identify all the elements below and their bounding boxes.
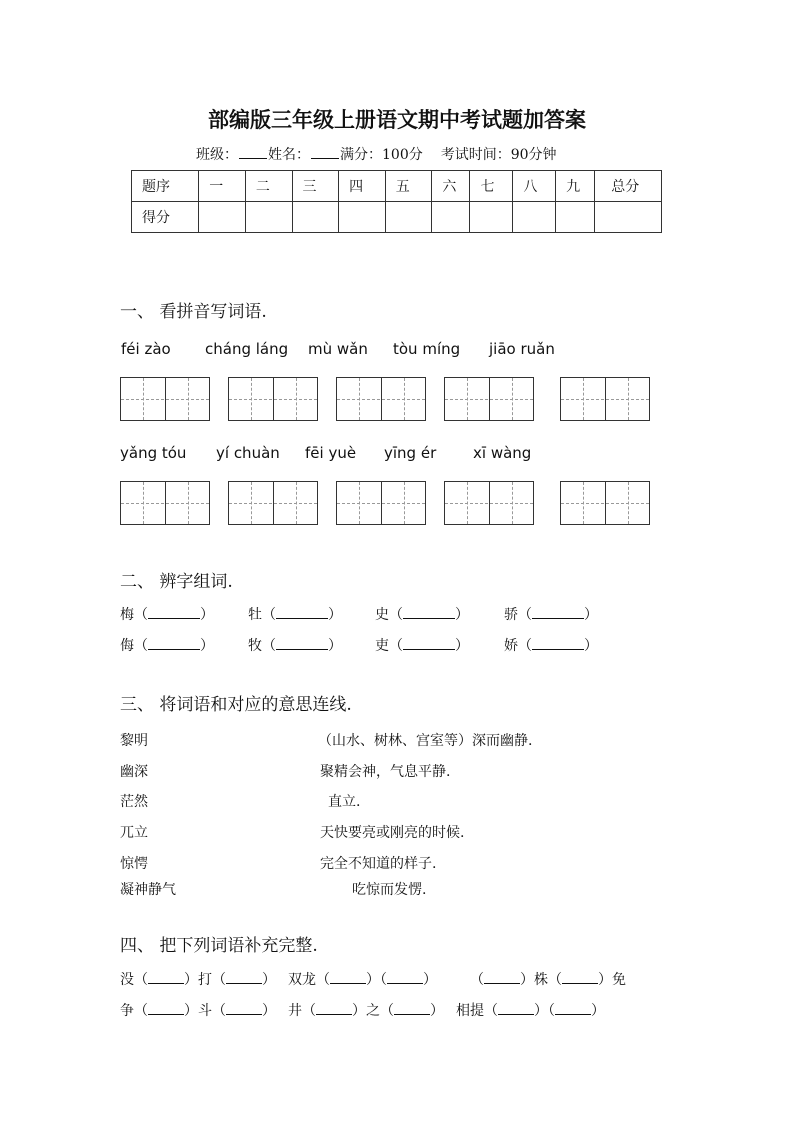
answer-blank[interactable] (276, 637, 328, 650)
score-cell[interactable] (595, 202, 662, 233)
pinyin-6: yǎng tóu (120, 444, 187, 462)
char: 侮 (120, 638, 134, 654)
writing-box[interactable] (560, 481, 650, 525)
match-meaning[interactable]: 直立. (328, 794, 361, 810)
idiom-char: 斗 (198, 1003, 212, 1019)
match-meaning[interactable]: （山水、树林、宫室等）深而幽静. (318, 733, 533, 749)
header-cell: 五 (385, 171, 432, 202)
score-cell[interactable] (292, 202, 339, 233)
match-meaning[interactable]: 吃惊而发愣. (352, 882, 427, 898)
char: 吏 (375, 638, 389, 654)
score-cell[interactable] (385, 202, 432, 233)
pinyin-2: cháng láng (205, 340, 289, 358)
char-word-item: 骄（ ） (504, 607, 598, 623)
char: 娇 (504, 638, 518, 654)
idiom-blank[interactable] (148, 1002, 184, 1015)
score-cell[interactable] (470, 202, 513, 233)
pinyin-9: yīng ér (384, 444, 437, 462)
idiom-char: 株 (534, 972, 548, 988)
idiom-char: 免 (612, 972, 626, 988)
idiom-blank[interactable] (498, 1002, 534, 1015)
match-word[interactable]: 茫然 (120, 794, 148, 810)
section3-title: 三、 将词语和对应的意思连线. (120, 695, 352, 715)
score-cell[interactable] (556, 202, 595, 233)
idiom-blank[interactable] (148, 971, 184, 984)
char-word-item: 吏（ ） (375, 638, 469, 654)
writing-box[interactable] (336, 377, 426, 421)
char: 牡 (248, 607, 262, 623)
writing-box[interactable] (120, 377, 210, 421)
header-cell: 总分 (595, 171, 662, 202)
class-label: 班级： (196, 147, 238, 163)
char: 梅 (120, 607, 134, 623)
writing-box[interactable] (120, 481, 210, 525)
name-blank[interactable] (311, 146, 339, 159)
section1-title: 一、 看拼音写词语. (120, 302, 267, 322)
header-cell: 九 (556, 171, 595, 202)
pinyin-10: xī wàng (473, 444, 532, 462)
writing-box[interactable] (444, 481, 534, 525)
answer-blank[interactable] (148, 637, 200, 650)
writing-box[interactable] (444, 377, 534, 421)
idiom-item: 双龙（ ）（ ） (288, 972, 437, 988)
idiom-blank[interactable] (226, 971, 262, 984)
pinyin-5: jiāo ruǎn (489, 340, 555, 358)
idiom-item: 没（ ）打（ ） (120, 972, 276, 988)
pinyin-7: yí chuàn (216, 444, 280, 462)
score-cell[interactable] (432, 202, 470, 233)
class-blank[interactable] (239, 146, 267, 159)
exam-time: 考试时间：90分钟 (440, 147, 557, 163)
header-cell: 三 (292, 171, 339, 202)
idiom-blank[interactable] (226, 1002, 262, 1015)
idiom-char: 井 (288, 1003, 302, 1019)
header-cell: 七 (470, 171, 513, 202)
idiom-blank[interactable] (484, 971, 520, 984)
idiom-item: （ ）株（ ）免 (470, 972, 626, 988)
page-title: 部编版三年级上册语文期中考试题加答案 (208, 107, 586, 132)
char-word-item: 史（ ） (375, 607, 469, 623)
header-cell: 题序 (132, 171, 199, 202)
idiom-blank[interactable] (330, 971, 366, 984)
match-word[interactable]: 幽深 (120, 764, 148, 780)
idiom-blank[interactable] (387, 971, 423, 984)
score-row (132, 202, 662, 233)
idiom-blank[interactable] (562, 971, 598, 984)
idiom-char: 相提 (456, 1003, 484, 1019)
score-cell[interactable] (513, 202, 556, 233)
idiom-char: 双龙 (288, 972, 316, 988)
answer-blank[interactable] (532, 637, 584, 650)
header-cell: 二 (245, 171, 292, 202)
idiom-char: 没 (120, 972, 134, 988)
idiom-blank[interactable] (555, 1002, 591, 1015)
score-cell[interactable] (339, 202, 386, 233)
score-header-row (132, 171, 662, 202)
char: 骄 (504, 607, 518, 623)
match-meaning[interactable]: 完全不知道的样子. (320, 856, 437, 872)
char-word-item: 侮（ ） (120, 638, 214, 654)
char: 史 (375, 607, 389, 623)
idiom-blank[interactable] (316, 1002, 352, 1015)
char: 牧 (248, 638, 262, 654)
match-word[interactable]: 凝神静气 (120, 882, 176, 898)
idiom-char: 之 (366, 1003, 380, 1019)
idiom-char: 争 (120, 1003, 134, 1019)
writing-box[interactable] (228, 377, 318, 421)
idiom-item: 相提（ ）（ ） (456, 1003, 605, 1019)
char-word-item: 牧（ ） (248, 638, 342, 654)
info-line (196, 144, 557, 164)
char-word-item: 牡（ ） (248, 607, 342, 623)
header-cell: 一 (199, 171, 246, 202)
score-cell[interactable] (199, 202, 246, 233)
match-meaning[interactable]: 聚精会神，气息平静. (320, 764, 451, 780)
idiom-item: 争（ ）斗（ ） (120, 1003, 276, 1019)
header-cell: 四 (339, 171, 386, 202)
char-word-item: 梅（ ） (120, 607, 214, 623)
answer-blank[interactable] (148, 606, 200, 619)
score-table (131, 170, 662, 233)
match-word[interactable]: 兀立 (120, 825, 148, 841)
answer-blank[interactable] (403, 637, 455, 650)
answer-blank[interactable] (276, 606, 328, 619)
idiom-item: 井（ ）之（ ） (288, 1003, 444, 1019)
header-cell: 六 (432, 171, 470, 202)
idiom-char: 打 (198, 972, 212, 988)
pinyin-8: fēi yuè (305, 444, 357, 462)
full-score: 满分：100分 (340, 147, 423, 163)
header-cell: 八 (513, 171, 556, 202)
name-label: 姓名： (268, 147, 310, 163)
answer-blank[interactable] (403, 606, 455, 619)
pinyin-1: féi zào (121, 340, 171, 358)
pinyin-4: tòu míng (393, 340, 461, 358)
writing-box[interactable] (228, 481, 318, 525)
idiom-blank[interactable] (394, 1002, 430, 1015)
pinyin-3: mù wǎn (308, 340, 368, 358)
match-word[interactable]: 惊愕 (120, 856, 148, 872)
section2-title: 二、 辨字组词. (120, 572, 233, 592)
answer-blank[interactable] (532, 606, 584, 619)
char-word-item: 娇（ ） (504, 638, 598, 654)
row-label: 得分 (132, 202, 199, 233)
score-cell[interactable] (245, 202, 292, 233)
match-word[interactable]: 黎明 (120, 733, 148, 749)
section4-title: 四、 把下列词语补充完整. (120, 936, 318, 956)
writing-box[interactable] (336, 481, 426, 525)
writing-box[interactable] (560, 377, 650, 421)
match-meaning[interactable]: 天快要亮或刚亮的时候. (320, 825, 465, 841)
